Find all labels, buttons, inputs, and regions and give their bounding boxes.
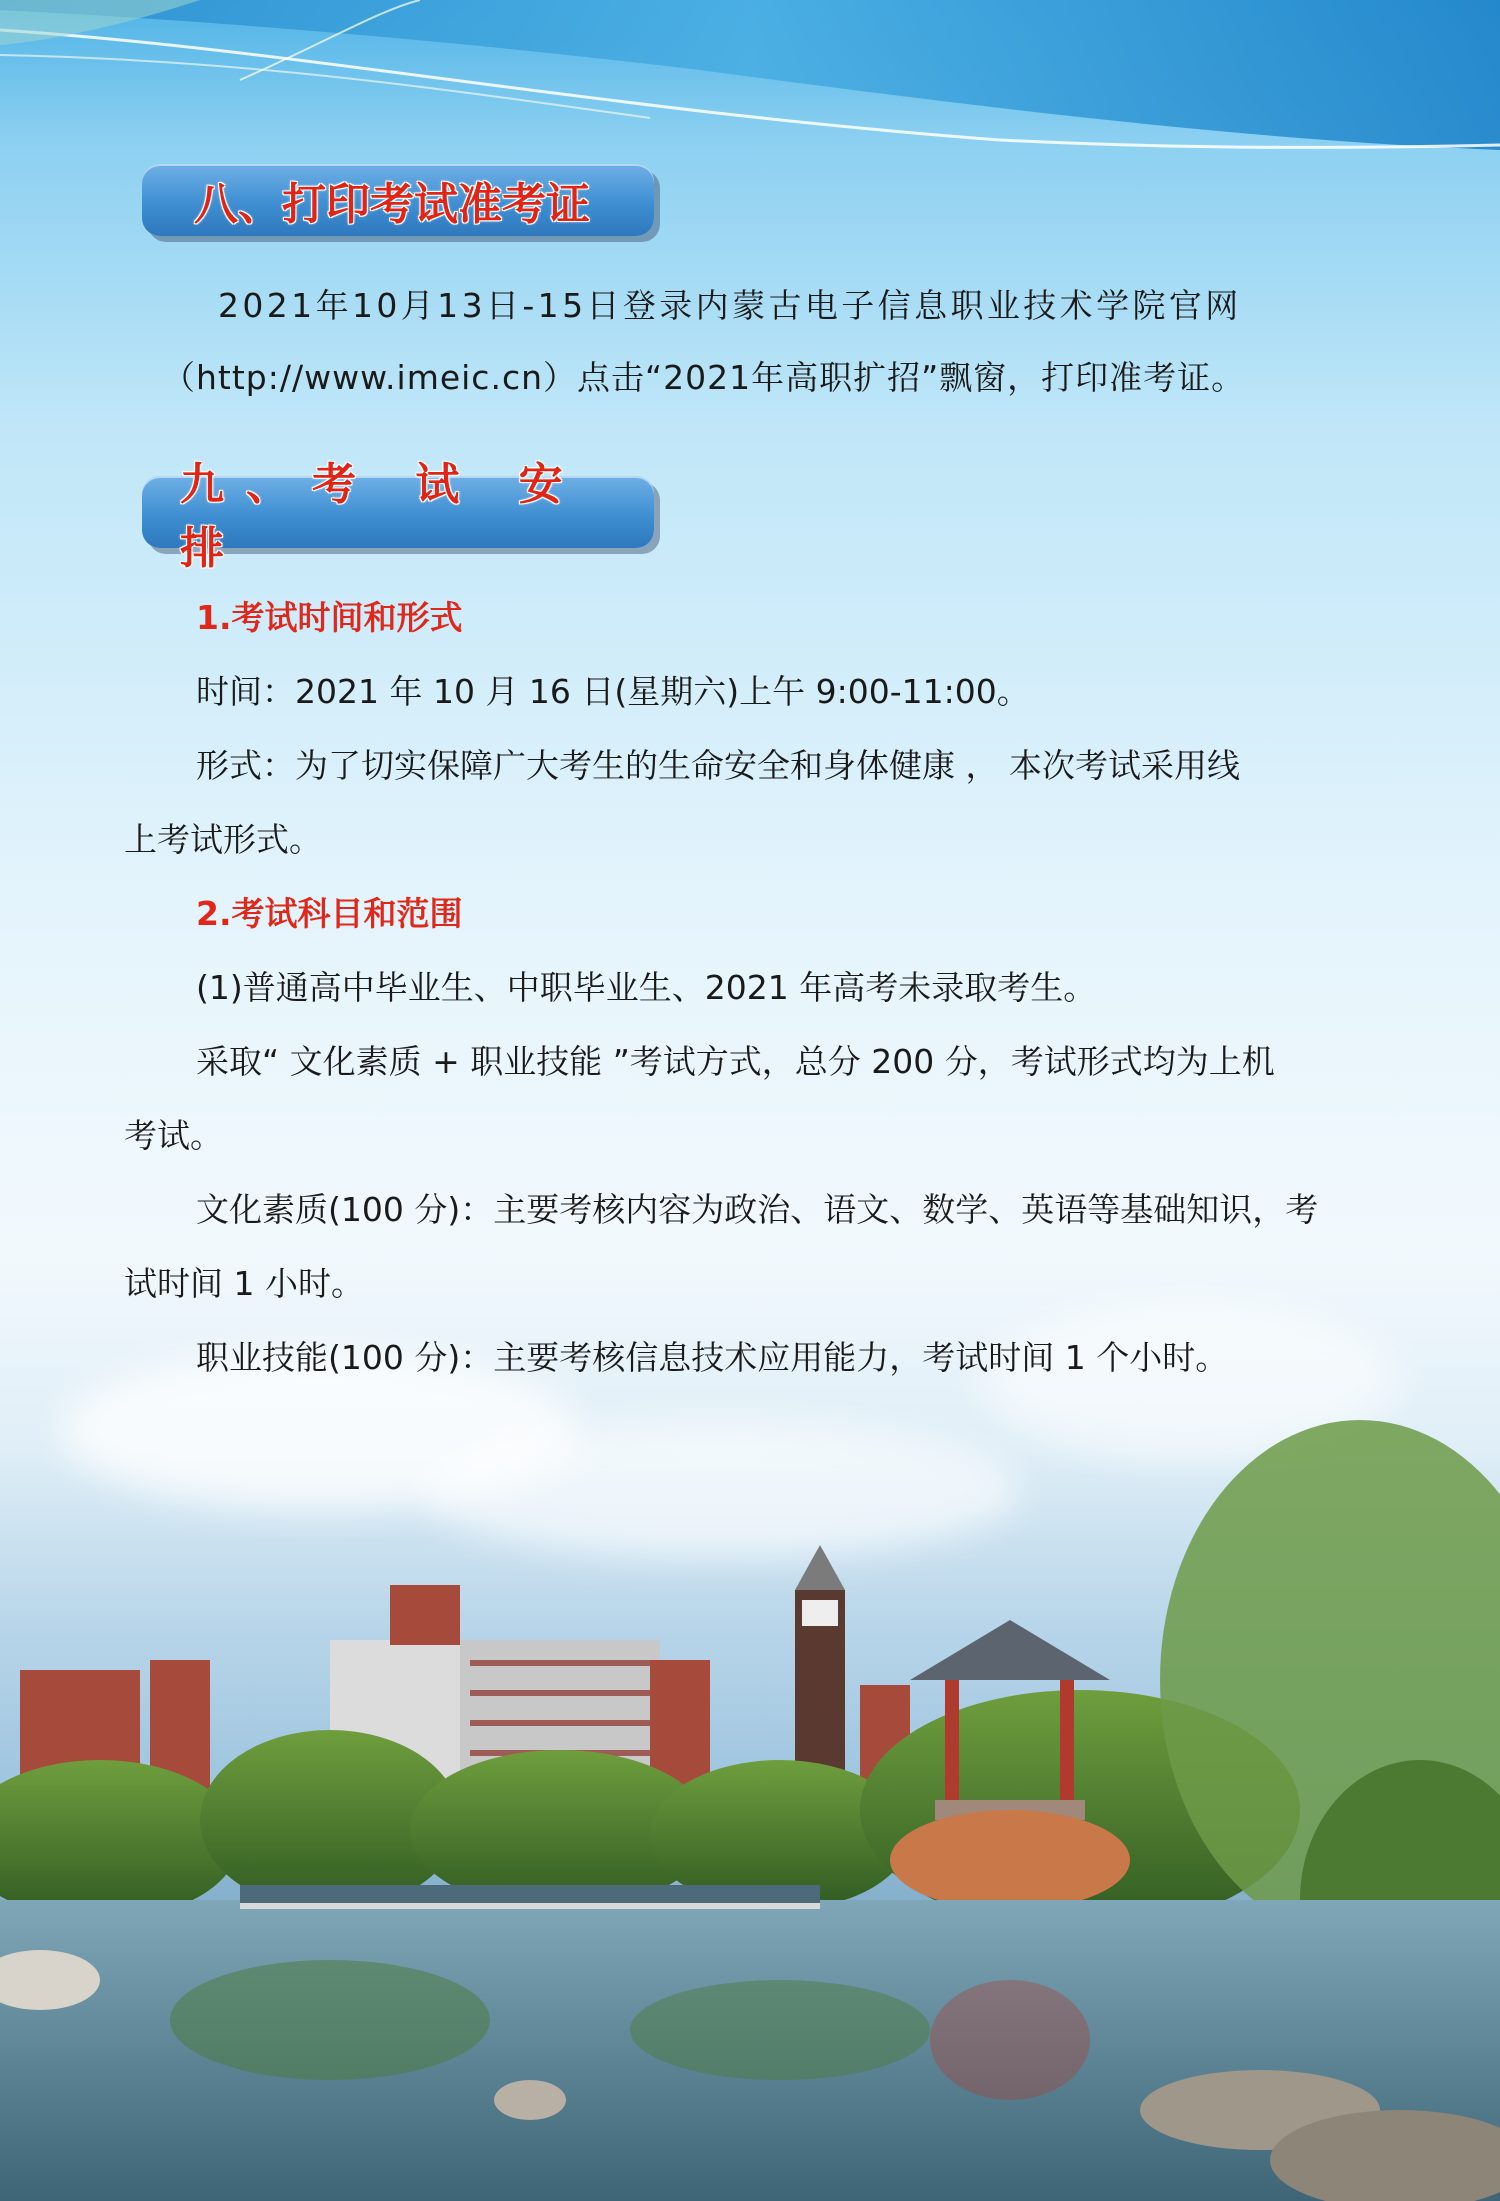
subheading-exam-time-form: 1.考试时间和形式 [196, 598, 463, 637]
section-8-line-1: 2021年10月13日-15日登录内蒙古电子信息职业技术学院官网 [218, 286, 1242, 325]
exam-method-line-1: 采取“ 文化素质 + 职业技能 ”考试方式，总分 200 分，考试形式均为上机 [196, 1042, 1275, 1081]
section-9-heading [142, 459, 654, 574]
campus-photo [0, 1380, 1500, 2201]
culture-line-2: 试时间 1 小时。 [124, 1264, 364, 1303]
top-wave-decoration [0, 0, 1500, 160]
section-8-heading [142, 164, 654, 236]
exam-method-line-2: 考试。 [124, 1116, 223, 1155]
exam-form-line-1: 形式：为了切实保障广大考生的生命安全和身体健康 ， 本次考试采用线 [196, 746, 1240, 785]
exam-form-line-2: 上考试形式。 [124, 820, 322, 859]
section-8-heading-text: 八、打印考试准考证 [194, 179, 590, 230]
exam-target: (1)普通高中毕业生、中职毕业生、2021 年高考未录取考生。 [196, 968, 1097, 1007]
subheading-exam-subjects: 2.考试科目和范围 [196, 894, 463, 933]
section-8-line-2: （http://www.imeic.cn）点击“2021年高职扩招”飘窗，打印准考证。 [162, 358, 1246, 397]
exam-time: 时间：2021 年 10 月 16 日(星期六)上午 9:00-11:00。 [196, 672, 1030, 711]
skill-line: 职业技能(100 分)：主要考核信息技术应用能力，考试时间 1 个小时。 [196, 1338, 1229, 1377]
culture-line-1: 文化素质(100 分)：主要考核内容为政治、语文、数学、英语等基础知识，考 [196, 1190, 1319, 1229]
section-9-heading-text: 九、考 试 安 排 [180, 459, 585, 574]
